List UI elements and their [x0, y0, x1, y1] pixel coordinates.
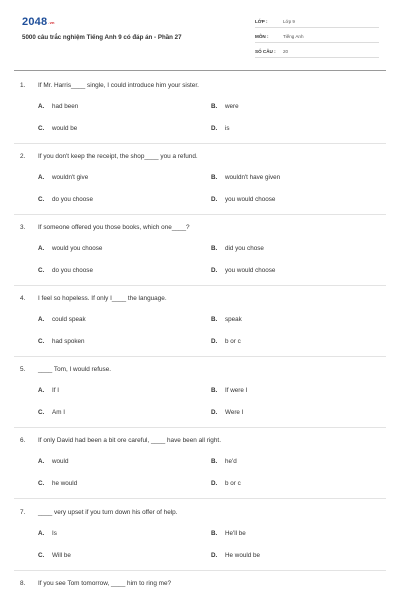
- question-number: 5.: [20, 366, 26, 373]
- question-number: 4.: [20, 295, 26, 302]
- question-number: 6.: [20, 437, 26, 444]
- option-d[interactable]: [211, 196, 275, 206]
- question-divider: [14, 570, 386, 571]
- question-line: [0, 509, 400, 521]
- question-divider: [14, 143, 386, 144]
- question-line: [0, 437, 400, 449]
- question-text: I feel so hopeless. If only I____ the language.: [38, 295, 167, 302]
- option-letter: C.: [38, 125, 45, 132]
- option-b[interactable]: [211, 316, 242, 326]
- option-text: could speak: [52, 316, 86, 323]
- option-letter: D.: [211, 125, 218, 132]
- option-c[interactable]: [38, 552, 71, 562]
- question-text: If you see Tom tomorrow, ____ him to ring me?: [38, 580, 172, 587]
- option-c[interactable]: [38, 267, 93, 277]
- option-letter: D.: [211, 338, 218, 345]
- meta-value: 20: [283, 49, 289, 54]
- option-letter: C.: [38, 196, 45, 203]
- option-b[interactable]: [211, 174, 280, 184]
- option-b[interactable]: [211, 245, 264, 255]
- option-letter: C.: [38, 267, 45, 274]
- question-text: If Mr. Harris____ single, I could introduce him your sister.: [38, 82, 199, 89]
- option-letter: A.: [38, 387, 45, 394]
- option-text: he would: [52, 480, 78, 487]
- option-letter: A.: [38, 530, 45, 537]
- option-text: He'll be: [225, 530, 246, 537]
- option-text: Is: [52, 530, 57, 537]
- question-divider: [14, 498, 386, 499]
- option-letter: D.: [211, 267, 218, 274]
- question-text: ____ very upset if you turn down his offer of help.: [38, 509, 178, 516]
- option-c[interactable]: [38, 196, 93, 206]
- option-letter: C.: [38, 338, 45, 345]
- option-text: is: [225, 125, 230, 132]
- header-divider: [14, 70, 386, 71]
- option-text: Am I: [52, 409, 65, 416]
- option-text: would be: [52, 125, 78, 132]
- meta-value: Lớp 9: [283, 19, 295, 24]
- option-letter: D.: [211, 196, 218, 203]
- option-a[interactable]: [38, 174, 88, 184]
- option-a[interactable]: [38, 316, 86, 326]
- question-number: 2.: [20, 153, 26, 160]
- option-b[interactable]: [211, 103, 239, 113]
- option-c[interactable]: [38, 409, 65, 419]
- option-letter: D.: [211, 409, 218, 416]
- option-text: Will be: [52, 552, 71, 559]
- option-letter: B.: [211, 387, 218, 394]
- question-text: If you don't keep the receipt, the shop____ you a refund.: [38, 153, 198, 160]
- option-text: did you chose: [225, 245, 264, 252]
- option-text: do you choose: [52, 267, 93, 274]
- option-text: He would be: [225, 552, 261, 559]
- question-divider: [14, 285, 386, 286]
- option-text: Were I: [225, 409, 244, 416]
- meta-key: LỚP :: [255, 19, 268, 24]
- question-line: [0, 153, 400, 165]
- question-number: 1.: [20, 82, 26, 89]
- option-d[interactable]: [211, 552, 260, 562]
- question-line: [0, 295, 400, 307]
- question-text: If someone offered you those books, which one____?: [38, 224, 190, 231]
- document-title: 5000 câu trắc nghiệm Tiếng Anh 9 có đáp án - Phần 27: [22, 34, 182, 41]
- option-b[interactable]: [211, 387, 247, 397]
- option-letter: B.: [211, 245, 218, 252]
- question-number: 3.: [20, 224, 26, 231]
- option-a[interactable]: [38, 530, 57, 540]
- meta-row-subject: [255, 28, 379, 43]
- option-text: you would choose: [225, 267, 276, 274]
- option-text: were: [225, 103, 239, 110]
- option-letter: B.: [211, 458, 218, 465]
- option-a[interactable]: [38, 245, 102, 255]
- option-letter: C.: [38, 480, 45, 487]
- option-text: b or c: [225, 338, 241, 345]
- option-letter: B.: [211, 103, 218, 110]
- site-logo[interactable]: [22, 16, 55, 28]
- option-c[interactable]: [38, 125, 77, 135]
- meta-key: SỐ CÂU :: [255, 49, 276, 54]
- option-letter: B.: [211, 530, 218, 537]
- option-c[interactable]: [38, 480, 77, 490]
- question-line: [0, 366, 400, 378]
- option-d[interactable]: [211, 267, 275, 277]
- option-d[interactable]: [211, 409, 243, 419]
- option-a[interactable]: [38, 387, 59, 397]
- option-text: If were I: [225, 387, 248, 394]
- option-text: had been: [52, 103, 79, 110]
- option-text: you would choose: [225, 196, 276, 203]
- logo-text: 2048: [22, 16, 48, 28]
- question-line: [0, 580, 400, 592]
- option-text: had spoken: [52, 338, 85, 345]
- option-a[interactable]: [38, 458, 68, 468]
- option-text: would: [52, 458, 69, 465]
- question-number: 7.: [20, 509, 26, 516]
- option-a[interactable]: [38, 103, 78, 113]
- option-text: speak: [225, 316, 242, 323]
- option-letter: A.: [38, 316, 45, 323]
- question-divider: [14, 356, 386, 357]
- option-letter: C.: [38, 552, 45, 559]
- logo-tld: .vn: [48, 20, 55, 25]
- option-d[interactable]: [211, 338, 241, 348]
- meta-key: MÔN :: [255, 34, 269, 39]
- option-letter: A.: [38, 458, 45, 465]
- option-b[interactable]: [211, 530, 246, 540]
- document-header: [0, 0, 400, 66]
- meta-row-grade: [255, 13, 379, 28]
- option-letter: D.: [211, 552, 218, 559]
- option-letter: C.: [38, 409, 45, 416]
- option-letter: D.: [211, 480, 218, 487]
- option-d[interactable]: [211, 125, 230, 135]
- option-text: would you choose: [52, 245, 103, 252]
- meta-row-count: [255, 43, 379, 58]
- option-text: If I: [52, 387, 59, 394]
- option-text: wouldn't have given: [225, 174, 281, 181]
- option-b[interactable]: [211, 458, 237, 468]
- question-divider: [14, 427, 386, 428]
- option-letter: B.: [211, 316, 218, 323]
- option-c[interactable]: [38, 338, 85, 348]
- question-text: ____ Tom, I would refuse.: [38, 366, 112, 373]
- option-d[interactable]: [211, 480, 241, 490]
- meta-value: Tiếng Anh: [283, 34, 304, 39]
- question-line: [0, 224, 400, 236]
- option-letter: A.: [38, 245, 45, 252]
- question-divider: [14, 214, 386, 215]
- option-text: wouldn't give: [52, 174, 89, 181]
- question-line: [0, 82, 400, 94]
- option-text: b or c: [225, 480, 241, 487]
- option-letter: B.: [211, 174, 218, 181]
- question-number: 8.: [20, 580, 26, 587]
- question-text: If only David had been a bit ore careful, ____ have been all right.: [38, 437, 221, 444]
- option-text: do you choose: [52, 196, 93, 203]
- option-letter: A.: [38, 103, 45, 110]
- option-letter: A.: [38, 174, 45, 181]
- option-text: he'd: [225, 458, 237, 465]
